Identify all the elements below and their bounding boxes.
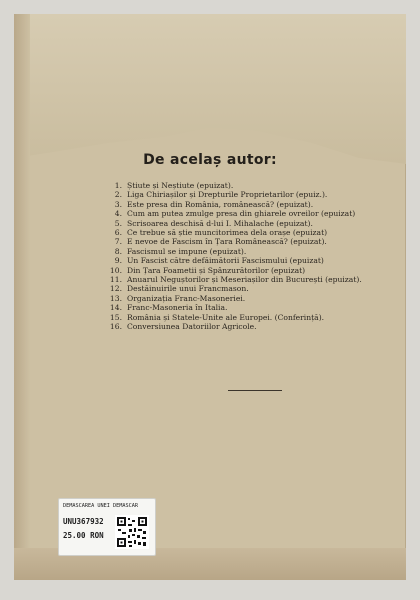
book-list-item [108, 209, 380, 218]
book-list-item [108, 237, 380, 246]
book-number: 10. [109, 265, 122, 275]
book-title: Anuarul Neguștorilor și Meseriașilor din București (epuizat). [127, 275, 362, 285]
book-list-item [108, 200, 380, 209]
book-number: 5. [114, 218, 122, 228]
book-list-item [108, 190, 380, 199]
book-title: România și Statele-Unite ale Europei. (Conferință). [127, 312, 325, 322]
divider-rule [228, 390, 282, 391]
sticker-title: DEMASCAREA UNEI DEMASCAR [63, 503, 138, 509]
book-title: Ce trebue să știe muncitorimea dela orașe (epuizat) [127, 228, 328, 238]
book-list-item [108, 303, 380, 312]
books-list [108, 181, 380, 332]
book-title: Cum am putea zmulge presa din ghiarele ovreilor (epuizat) [127, 209, 356, 219]
book-number: 16. [109, 322, 122, 332]
book-number: 13. [109, 293, 122, 303]
book-list-item [108, 313, 380, 322]
book-title: Știute și Neștiute (epuizat). [127, 181, 234, 190]
book-number: 4. [114, 209, 122, 219]
book-number: 9. [114, 256, 122, 266]
book-title: Scrisoarea deschisă d-lui I. Mihalache (epuizat). [127, 218, 313, 228]
book-title: Organizația Franc-Masoneriei. [127, 293, 246, 303]
book-list-item [108, 219, 380, 228]
list-heading: De acelaș autor: [143, 152, 277, 168]
book-title: Destăinuirile unui Francmason. [127, 284, 249, 294]
book-list-item [108, 266, 380, 275]
book-number: 15. [109, 312, 122, 322]
book-title: Este presa din România, românească? (epuizat). [127, 199, 314, 209]
book-number: 11. [109, 275, 122, 285]
book-number: 12. [109, 284, 122, 294]
book-title: Liga Chiriașilor și Drepturile Proprietarilor (epuiz.). [127, 190, 328, 200]
book-list-item [108, 322, 380, 331]
worn-page-edge [14, 14, 30, 580]
qr-code-icon [115, 515, 149, 549]
book-title: Conversiunea Datoriilor Agricole. [127, 322, 257, 332]
book-number: 1. [114, 181, 122, 190]
book-number: 6. [114, 228, 122, 238]
book-number: 14. [109, 303, 122, 313]
book-title: Din Țara Foametii și Spânzurătorilor (epuizat) [127, 265, 306, 275]
book-number: 8. [114, 246, 122, 256]
book-list-item [108, 275, 380, 284]
book-title: Un Fascist către defăimătorii Fascismului (epuizat) [127, 256, 324, 266]
book-title: Franc-Masoneria în Italia. [127, 303, 228, 313]
book-title: E nevoe de Fascism în Țara Românească? (epuizat). [127, 237, 327, 247]
book-number: 3. [114, 199, 122, 209]
book-list-item [108, 181, 380, 190]
sticker-price: 25.00 RON [63, 531, 104, 540]
sticker-code: UNU367932 [63, 517, 104, 526]
book-title: Fascismul se impune (epuizat). [127, 246, 247, 256]
book-number: 7. [114, 237, 122, 247]
book-list-item [108, 247, 380, 256]
book-list-item [108, 228, 380, 237]
price-sticker [58, 498, 156, 556]
book-list-item [108, 256, 380, 265]
book-list-item [108, 284, 380, 293]
book-number: 2. [114, 190, 122, 200]
book-list-item [108, 294, 380, 303]
